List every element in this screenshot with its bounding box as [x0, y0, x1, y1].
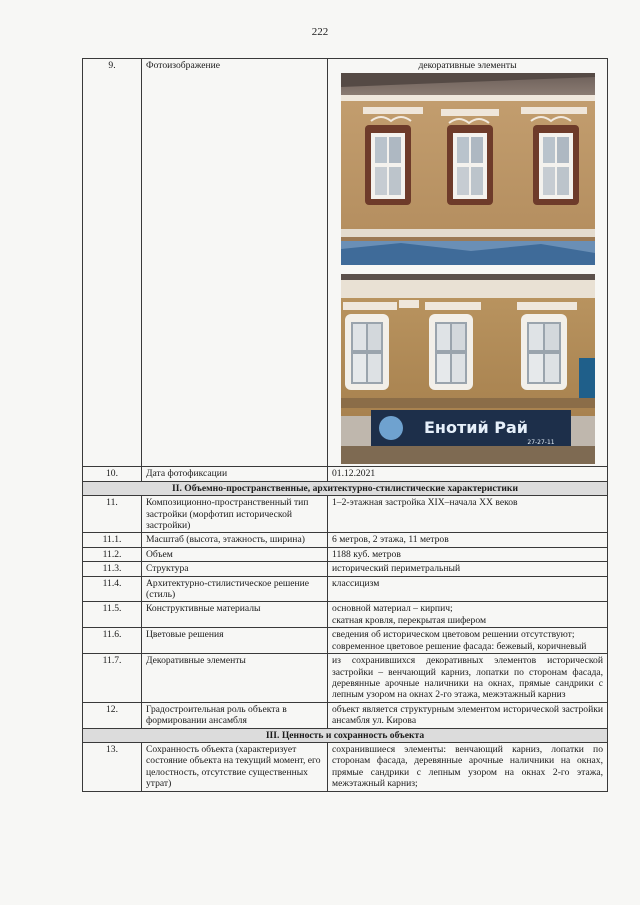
row-number: 11.: [83, 496, 142, 533]
section-heading: II. Объемно-пространственные, архитектурно-стилистические характеристики: [83, 481, 608, 495]
value-line: скатная кровля, перекрытая шифером: [332, 614, 487, 626]
facade-photo-lower: [341, 274, 595, 464]
row-label: Декоративные элементы: [142, 654, 328, 703]
page-number: 222: [311, 26, 329, 38]
table-row: [83, 562, 608, 576]
row-number: 11.6.: [83, 628, 142, 654]
table-row: [83, 547, 608, 561]
row-label: Цветовые решения: [142, 628, 328, 654]
row-number: 9.: [83, 59, 142, 467]
row-label: Сохранность объекта (характеризует состояние объекта на текущий момент, его целостность, отсутствие существенных утрат): [142, 742, 328, 791]
row-value: 1188 куб. метров: [328, 547, 608, 561]
object-passport-table: [82, 58, 608, 792]
row-value: [328, 628, 608, 654]
row-number: 11.1.: [83, 533, 142, 547]
table-row: [83, 467, 608, 481]
row-value: сохранившиеся элементы: венчающий карниз, лопатки по сторонам фасада, деревянные арочные наличники на окнах, прямые сандрики с лепным узором на окнах 2-го этажа, межэтажный карниз;: [328, 742, 608, 791]
row-value: 6 метров, 2 этажа, 11 метров: [328, 533, 608, 547]
row-number: 13.: [83, 742, 142, 791]
section-row: [83, 481, 608, 495]
shop-sign-phone: 27-27-11: [526, 439, 555, 447]
row-value: классицизм: [328, 576, 608, 602]
row-label: Дата фотофиксации: [142, 467, 328, 481]
row-value: [328, 602, 608, 628]
row-number: 12.: [83, 702, 142, 728]
row-label: Конструктивные материалы: [142, 602, 328, 628]
section-row: [83, 728, 608, 742]
value-line: основной материал – кирпич;: [332, 603, 453, 615]
row-label: Композиционно-пространственный тип застройки (морфотип исторической застройки): [142, 496, 328, 533]
table-row: [83, 496, 608, 533]
row-value: объект является структурным элементом исторической застройки ансамбля ул. Кирова: [328, 702, 608, 728]
row-label: Масштаб (высота, этажность, ширина): [142, 533, 328, 547]
table-row: [83, 654, 608, 703]
table-row: [83, 742, 608, 791]
row-number: 11.5.: [83, 602, 142, 628]
shop-sign-title: Енотий Рай: [423, 418, 528, 438]
row-number: 11.3.: [83, 562, 142, 576]
row-number: 10.: [83, 467, 142, 481]
facade-photo-upper: [341, 73, 595, 265]
table-row: [83, 533, 608, 547]
row-number: 11.4.: [83, 576, 142, 602]
row-label: Объем: [142, 547, 328, 561]
section-heading: III. Ценность и сохранность объекта: [83, 728, 608, 742]
row-value: исторический периметральный: [328, 562, 608, 576]
table-row: [83, 576, 608, 602]
table-row: [83, 602, 608, 628]
value-line: сведения об историческом цветовом решении отсутствуют;: [332, 629, 575, 641]
table-row: [83, 59, 608, 467]
photo-cell: [328, 59, 608, 467]
row-number: 11.2.: [83, 547, 142, 561]
table-row: [83, 628, 608, 654]
row-value: 01.12.2021: [328, 467, 608, 481]
row-value: из сохранившихся декоративных элементов исторической застройки – венчающий карниз, лопатки по сторонам фасада, деревянные арочные наличники на окнах, прямые сандрики с лепным узором на окнах 2-го этажа, межэтажный карниз: [328, 654, 608, 703]
row-label: Архитектурно-стилистическое решение (стиль): [142, 576, 328, 602]
row-value: 1–2-этажная застройка XIX–начала XX веков: [328, 496, 608, 533]
photo-caption: декоративные элементы: [418, 60, 517, 71]
row-label: Фотоизображение: [142, 59, 328, 467]
row-label: Градостроительная роль объекта в формировании ансамбля: [142, 702, 328, 728]
value-line: современное цветовое решение фасада: бежевый, коричневый: [332, 640, 587, 652]
row-number: 11.7.: [83, 654, 142, 703]
row-label: Структура: [142, 562, 328, 576]
table-row: [83, 702, 608, 728]
